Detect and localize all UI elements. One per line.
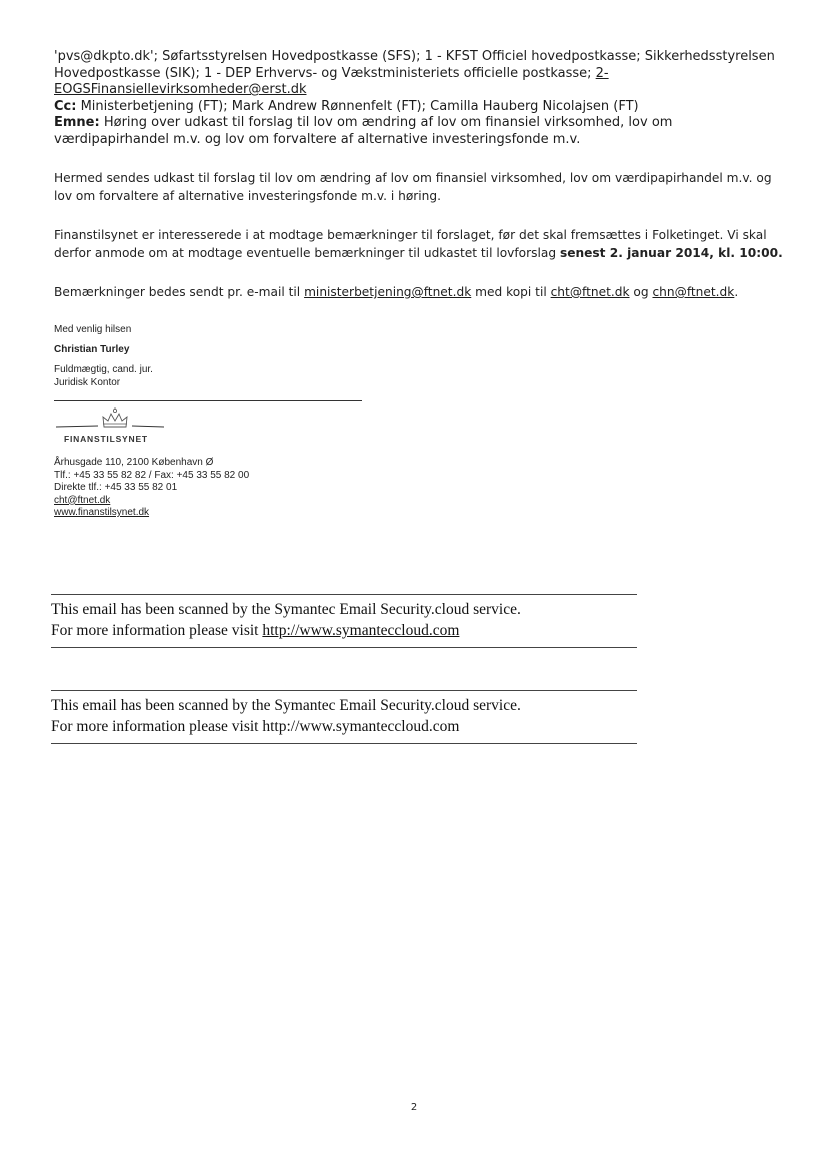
signature-divider [54,400,362,401]
period-text: . [734,285,739,299]
cc-text: Ministerbetjening (FT); Mark Andrew Rønnenfelt (FT); Camilla Hauberg Nicolajsen (FT) [80,98,639,114]
reply-intro-text: Bemærkninger bedes sendt pr. e-mail til [54,285,305,299]
cc-label: Cc: [54,98,77,114]
symantec-link[interactable]: http://www.symanteccloud.com [262,622,460,639]
subject-label: Emne: [54,115,100,131]
finanstilsynet-logo [54,405,174,449]
signature-department: Juridisk Kontor [54,376,121,388]
scan-notice-line: This email has been scanned by the Symantec Email Security.cloud service. [51,697,521,714]
scan-info-line: For more information please visit http://www.symanteccloud.com [51,718,460,735]
body-paragraph-1: Hermed sendes udkast til forslag til lov om ændring af lov om finansiel virksomhed, lov om værdipapirhandel m.v. og lov om forvaltere af alternative investeringsfonde m.v. i høring. [54,171,772,203]
body-paragraph-2 [54,227,784,262]
direct-phone: Direkte tlf.: +45 33 55 82 01 [54,482,178,493]
signature-title-block [54,364,153,389]
scan-info-text: For more information please visit [51,622,263,639]
scan-rule-bottom [51,647,637,648]
ministerbetjening-email-link[interactable]: ministerbetjening@ftnet.dk [304,285,472,299]
email-header [54,49,784,149]
page-number: 2 [410,1102,418,1113]
chn-email-link[interactable]: chn@ftnet.dk [652,285,735,299]
copy-to-text: med kopi til [471,285,551,299]
subject-text: Høring over udkast til forslag til lov om ændring af lov om finansiel virksomhed, lov om værdipapirhandel m.v. og lov om forvaltere af alternative investeringsfonde m.v. [54,115,673,147]
phone-fax: Tlf.: +45 33 55 82 82 / Fax: +45 33 55 82 00 [54,469,250,481]
deadline-intro-text: Finanstilsynet er interesserede i at modtage bemærkninger til forslaget, før det skal fremsættes i Folketinget. Vi skal derfor anmode om at modtage eventuelle bemærkninger til udkastet til lovforslag [54,228,767,260]
scan-notice-line: This email has been scanned by the Symantec Email Security.cloud service. [51,601,521,618]
crown-icon [54,405,174,435]
recipients-line [54,49,784,99]
scan-notice-1 [51,594,637,648]
scan-notice-2 [51,690,637,744]
subject-line [54,115,784,148]
signature-name: Christian Turley [54,344,130,355]
recipient-link-erst[interactable]: 2-EOGSFinansiellevirksomheder@erst.dk [54,65,609,98]
signature-greeting: Med venlig hilsen [54,324,132,335]
cht-email-link[interactable]: cht@ftnet.dk [550,285,630,299]
and-text: og [629,285,653,299]
website-link[interactable]: www.finanstilsynet.dk [54,507,150,518]
signature-title: Fuldmægtig, cand. jur. [54,364,153,375]
logo-wordmark: FINANSTILSYNET [64,434,148,444]
cc-line [54,99,784,116]
deadline-text: senest 2. januar 2014, kl. 10:00. [559,245,783,260]
scan-info-line [51,620,637,641]
scan-rule-bottom [51,743,637,744]
contact-block [54,457,249,520]
body-paragraph-3 [54,284,784,302]
recipients-text: 'pvs@dkpto.dk'; Søfartsstyrelsen Hovedpostkasse (SFS); 1 - KFST Officiel hovedpostkasse; Sikkerhedsstyrelsen Hovedpostkasse (SIK); 1 - DEP Erhvervs- og Vækstministeriets officielle postkasse; [54,49,775,81]
address: Århusgade 110, 2100 København Ø [54,457,214,468]
signature-email-link[interactable]: cht@ftnet.dk [54,494,111,506]
